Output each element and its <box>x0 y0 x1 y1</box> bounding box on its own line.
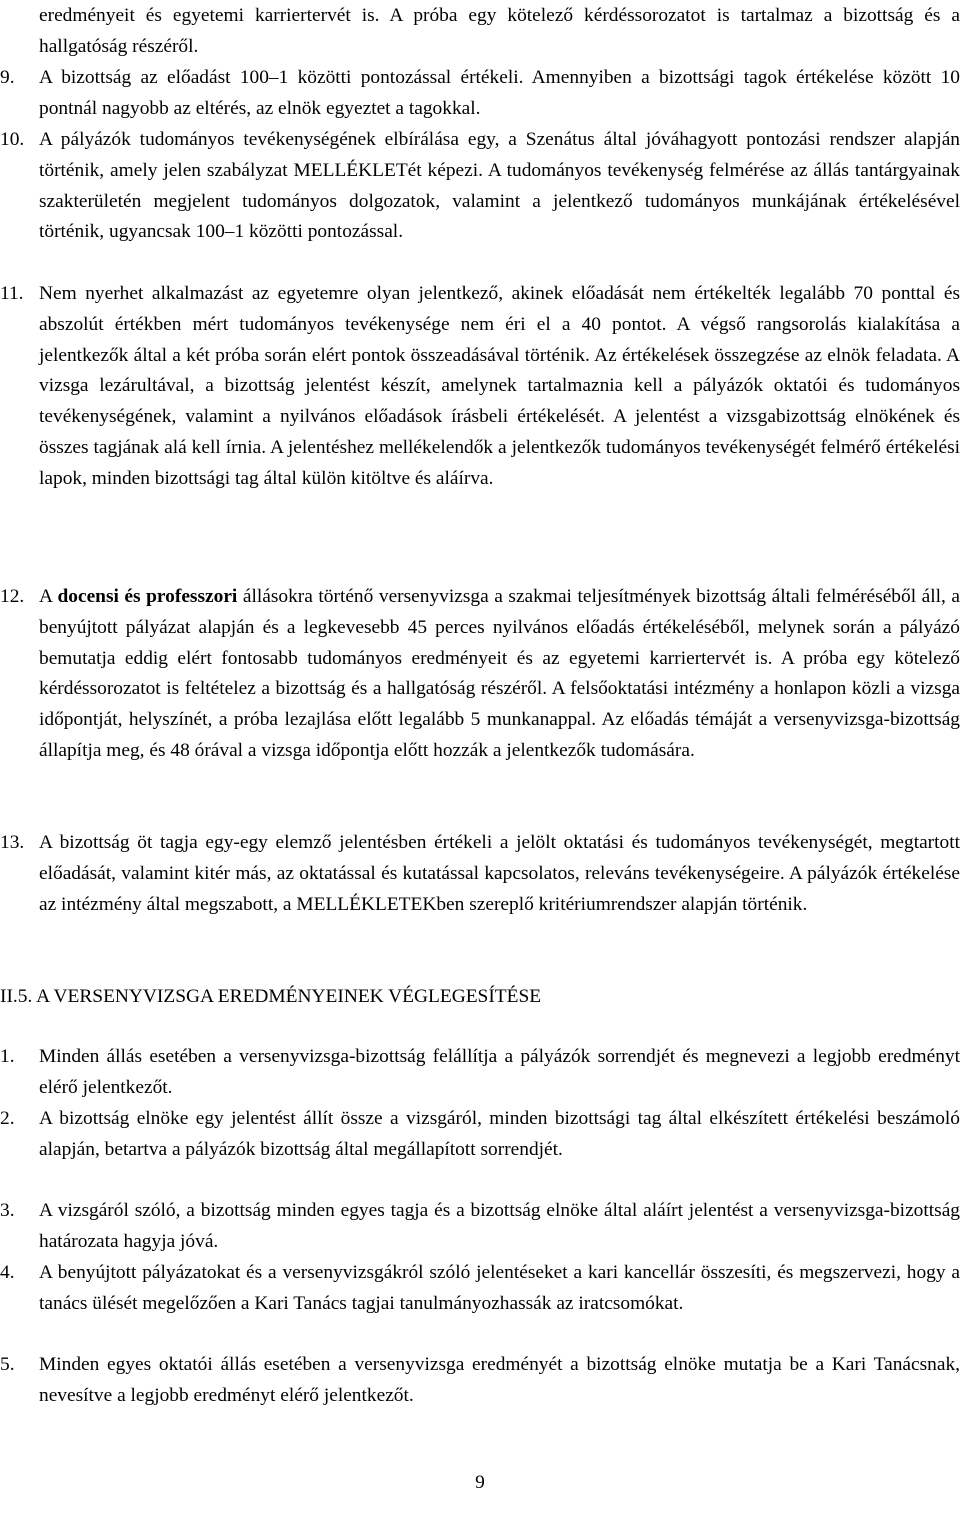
list-item-text: A pályázók tudományos tevékenységének elbírálása egy, a Szenátus által jóváhagyott pontozási rendszer alapján történik, amely jelen szabályzat MELLÉKLETét képezi. A tudományos tevékenység felmérése az állás tantárgyainak szakterületén megjelent tudományos dolgozatok, valamint a jelentkező tudományos munkájának értékelésével történik, ugyancsak 100–1 közötti pontozással. <box>39 129 960 243</box>
list-item-text: Minden állás esetében a versenyvizsga-bizottság felállítja a pályázók sorrendjét és megnevezi a legjobb eredményt elérő jelentkezőt. <box>39 1046 960 1098</box>
list-item-b-3 <box>0 1196 960 1258</box>
list-item-text: Minden egyes oktatói állás esetében a versenyvizsga eredményét a bizottság elnöke mutatja be a Kari Tanácsnak, nevesítve a legjobb eredményt elérő jelentkezőt. <box>39 1354 960 1406</box>
list-item-b-4 <box>0 1258 960 1320</box>
list-item-13 <box>0 828 960 920</box>
continuation-paragraph <box>39 1 960 63</box>
section-heading-text: II.5. A VERSENYVIZSGA EREDMÉNYEINEK VÉGLEGESÍTÉSE <box>0 986 542 1007</box>
list-item-text: A bizottság az előadást 100–1 közötti pontozással értékeli. Amennyiben a bizottsági tagok értékelése között 10 pontnál nagyobb az eltérés, az elnök egyeztet a tagokkal. <box>39 67 960 119</box>
list-item-bold-text: docensi és professzori <box>57 586 238 607</box>
list-item-number: 3. <box>0 1200 15 1221</box>
list-item-text: A vizsgáról szóló, a bizottság minden egyes tagja és a bizottság elnöke által aláírt jelentést a versenyvizsga-bizottság határozata hagyja jóvá. <box>39 1200 960 1252</box>
list-item-number: 1. <box>0 1046 15 1067</box>
page-number: 9 <box>475 1472 485 1493</box>
list-item-12 <box>0 582 960 767</box>
list-item-b-5 <box>0 1350 960 1412</box>
list-item-10 <box>0 125 960 248</box>
list-item-text: A bizottság öt tagja egy-egy elemző jelentésben értékeli a jelölt oktatási és tudományos tevékenységét, megtartott előadását, valamint kitér más, az oktatással és kutatással kapcsolatos, releváns tevékenységeire. A pályázók értékelése az intézmény által megszabott, a MELLÉKLETEKben szereplő kritériumrendszer alapján történik. <box>39 832 960 915</box>
list-item-number: 2. <box>0 1108 15 1129</box>
list-item-number: 9. <box>0 67 15 88</box>
section-heading <box>0 982 960 1013</box>
list-item-b-2 <box>0 1104 960 1166</box>
list-item-number: 4. <box>0 1262 15 1283</box>
continuation-text: eredményeit és egyetemi karriertervét is. A próba egy kötelező kérdéssorozatot is tartalmaz a bizottság és a hallgatóság részéről. <box>39 5 960 57</box>
list-item-9 <box>0 63 960 125</box>
list-item-text: Nem nyerhet alkalmazást az egyetemre olyan jelentkező, akinek előadását nem értékelték legalább 70 ponttal és abszolút értékben mért tudományos tevékenysége nem éri el a 40 pontot. A végső rangsorolás kialakítása a jelentkezők által a két próba során elért pontok összeadásával történik. Az értékelések összegzése az elnök feladata. A vizsga lezárultával, a bizottság jelentést készít, amelynek tartalmaznia kell a pályázók oktatói és tudományos tevékenységének, valamint a nyilvános előadások írásbeli értékelését. A jelentést a vizsgabizottság elnökének és összes tagjának alá kell írnia. A jelentéshez mellékelendők a jelentkezők tudományos tevékenységét felmérő értékelési lapok, minden bizottsági tag által külön kitöltve és aláírva. <box>39 283 960 489</box>
list-item-number: 12. <box>0 586 25 607</box>
list-item-text: A benyújtott pályázatokat és a versenyvizsgákról szóló jelentéseket a kari kancellár összesíti, és megszervezi, hogy a tanács ülését megelőzően a Kari Tanács tagjai tanulmányozhassák az iratcsomókat. <box>39 1262 960 1314</box>
list-item-number: 10. <box>0 129 25 150</box>
list-item-text-pre: A <box>39 586 58 607</box>
list-item-number: 5. <box>0 1354 15 1375</box>
list-item-number: 13. <box>0 832 25 853</box>
list-item-number: 11. <box>0 283 24 304</box>
list-item-b-1 <box>0 1042 960 1104</box>
list-item-text: A bizottság elnöke egy jelentést állít össze a vizsgáról, minden bizottsági tag által elkészített értékelési beszámoló alapján, betartva a pályázók bizottság által megállapított sorrendjét. <box>39 1108 960 1160</box>
list-item-11 <box>0 279 960 495</box>
list-item-text-post: állásokra történő versenyvizsga a szakmai teljesítmények bizottság általi felméréséből áll, a benyújtott pályázat alapján és a legkevesebb 45 perces nyilvános előadás értékeléséből, melynek során a pályázó bemutatja eddig elért fontosabb tudományos eredményeit és az egyetemi karriertervét is. A próba egy kötelező kérdéssorozatot is feltételez a bizottság és a hallgatóság részéről. A felsőoktatási intézmény a honlapon közli a vizsga időpontját, helyszínét, a próba lezajlása előtt legalább 5 munkanappal. Az előadás témáját a versenyvizsga-bizottság állapítja meg, és 48 órával a vizsga időpontja előtt hozzák a jelentkezők tudomására. <box>39 586 960 761</box>
